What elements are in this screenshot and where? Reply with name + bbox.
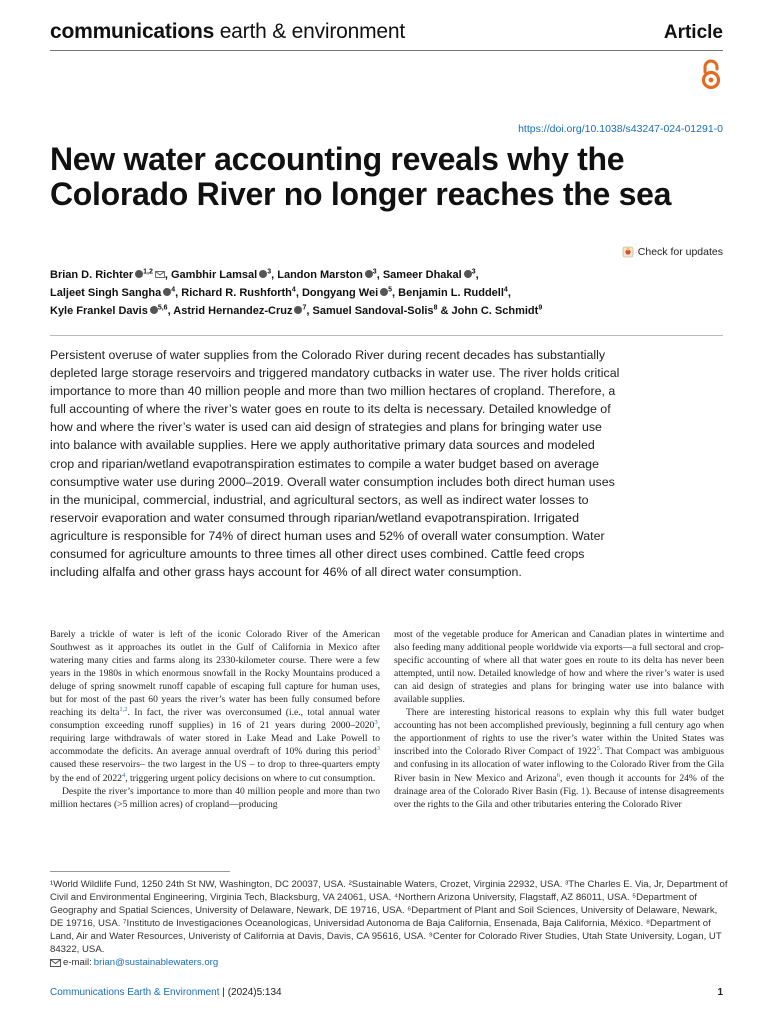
body-text: There are interesting historical reasons to explain why this full water budget accounting has not been accomplished previously, beginning a full century ago when the apportionment of rights to use the river’s water within the United States was inscribed into the Colorado River Compact of 1922 [394, 707, 724, 758]
author-name[interactable]: Sameer Dhakal [382, 269, 462, 281]
author-name[interactable]: Richard R. Rushforth [181, 287, 292, 299]
abstract: Persistent overuse of water supplies from the Colorado River during recent decades has substantially depleted large storage reservoirs and triggered mandatory cutbacks in water use. The river holds critical importance to more than 40 million people and more than two million hectares of cropland. Therefore, a full accounting of where the river’s water goes en route to its delta is necessary. Detailed knowledge of how and where the river’s water is used can aid design of strategies and plans for bringing water use into balance with available supplies. Here we apply authoritative primary data sources and modeled crop and riparian/wetland evapotranspiration estimates to compile a water budget based on average consumptive water use during 2000–2019. Overall water consumption includes both direct human uses in the municipal, commercial, industrial, and agricultural sectors, as well as indirect water losses to reservoir evaporation and water consumed through riparian/wetland evapotranspiration. Irrigated agriculture is responsible for 74% of direct human uses and 52% of overall water consumption. Water consumed for agriculture amounts to three times all other direct uses combined. Cattle feed crops including alfalfa and other grass hays account for 46% of all direct water consumption. [50, 348, 620, 580]
check-for-updates-label: Check for updates [637, 246, 723, 258]
email-label: e-mail: [63, 957, 92, 969]
author-name[interactable]: Dongyang Wei [301, 287, 379, 299]
author-affiliation-marker: 3 [471, 268, 476, 276]
author-affiliation-marker: 5,6 [157, 304, 168, 312]
footer-citation [50, 987, 282, 998]
author-separator: , [376, 269, 383, 281]
author-list [50, 266, 740, 320]
author-affiliation-marker: 4 [171, 286, 176, 294]
author-name[interactable]: Samuel Sandoval-Solis [312, 305, 434, 317]
citation-ref[interactable]: 5 [596, 745, 600, 753]
author-separator: & [437, 305, 452, 317]
body-paragraph [394, 706, 724, 810]
body-paragraph [50, 628, 380, 785]
author-affiliation-marker: 5 [388, 286, 393, 294]
citation-ref[interactable]: 4 [121, 771, 126, 779]
author-separator: , [164, 269, 171, 281]
orcid-icon[interactable] [150, 306, 158, 314]
author-separator: , [295, 287, 302, 299]
orcid-icon[interactable] [464, 270, 472, 278]
author-name[interactable]: Benjamin L. Ruddell [398, 287, 504, 299]
check-updates-icon [622, 246, 634, 258]
email-link[interactable]: brian@sustainablewaters.org [93, 957, 219, 969]
author-name[interactable]: Kyle Frankel Davis [50, 305, 148, 317]
body-text: , even though it accounts for 24% of the drainage area of the Colorado River Basin (Fig. [394, 772, 724, 797]
body-text: caused these reservoirs– the two largest in the US – to drop to three-quarters empty by the end of 2022 [50, 759, 380, 784]
author-affiliation-marker: 8 [433, 304, 438, 312]
author-name[interactable]: Brian D. Richter [50, 269, 134, 281]
author-affiliation-marker: 4 [503, 286, 508, 294]
author-line [50, 266, 740, 284]
email-row [50, 956, 730, 969]
orcid-icon[interactable] [380, 288, 388, 296]
body-text: Barely a trickle of water is left of the iconic Colorado River of the American Southwest as it approaches its outlet in the Gulf of California in Mexico after watering many cities and farms along its 2330-kilometer course. There were a few years in the 1980s in which enormous snowfall in the Rocky Mountains produced a deluge of spring snowmelt runoff capable of escaping full capture for human uses, but for most of the past 60 years the river’s water has been fully consumed before reaching its delta [50, 629, 380, 719]
footnote-divider [50, 871, 230, 872]
body-paragraph [394, 628, 724, 706]
author-name[interactable]: Laljeet Singh Sangha [50, 287, 162, 299]
footer-separator: | [219, 987, 228, 998]
author-affiliation-marker: 3 [267, 268, 272, 276]
footer-volume: (2024)5:134 [227, 987, 282, 998]
author-line [50, 302, 740, 320]
author-name[interactable]: Gambhir Lamsal [171, 269, 258, 281]
body-text: . That Compact was ambiguous and confusing in its allocation of water inflowing to the Colorado River from the Gila River basin in New Mexico and Arizona [394, 746, 724, 784]
article-title: New water accounting reveals why the Colorado River no longer reaches the sea [50, 141, 672, 212]
author-separator: , [306, 305, 313, 317]
author-affiliation-marker: 7 [302, 304, 307, 312]
header-divider [50, 50, 723, 51]
open-access-icon[interactable] [698, 58, 724, 90]
body-column-left [50, 628, 380, 811]
author-affiliation-marker: 4 [291, 286, 296, 294]
email-icon [50, 959, 61, 967]
author-separator: , [271, 269, 278, 281]
orcid-icon[interactable] [259, 270, 267, 278]
body-text: , triggering urgent policy decisions on where to cut consumption. [125, 772, 376, 784]
body-paragraph [50, 785, 380, 811]
author-separator: , [475, 269, 479, 281]
footer-journal-link[interactable]: Communications Earth & Environment [50, 987, 220, 998]
body-text: , requiring large withdrawals of water stored in Lake Mead and Lake Powell to accommodate the deficits. An average annual overdraft of 10% during this period [50, 720, 380, 758]
body-text: . In fact, the river was overconsumed (i.e., total annual water consumption exceeding runoff supplies) in 16 of 21 years during 2000–2020 [50, 707, 380, 732]
orcid-icon[interactable] [135, 270, 143, 278]
body-text: ). Because of intense disagreements over the rights to the Gila and other tributaries entering the Colorado River [394, 785, 724, 810]
author-name[interactable]: Astrid Hernandez-Cruz [173, 305, 293, 317]
citation-ref[interactable]: 3 [376, 745, 380, 753]
author-separator: , [392, 287, 399, 299]
author-name[interactable]: John C. Schmidt [451, 305, 539, 317]
corresponding-email-icon[interactable] [155, 271, 165, 278]
author-name[interactable]: Landon Marston [277, 269, 363, 281]
page-number: 1 [717, 987, 723, 998]
body-column-right [394, 628, 724, 811]
check-for-updates-button[interactable] [622, 246, 723, 258]
body-text: most of the vegetable produce for American and Canadian plates in wintertime and also feeding many additional people worldwide via exports—a full sectoral and crop-specific accounting of where all that water goes en route to its delta has never been attempted, until now. Detailed knowledge of how and where the river’s water is used can aid design of strategies and plans for bringing water use into balance with available supplies. [394, 629, 724, 706]
author-separator: , [167, 305, 174, 317]
body-text: Despite the river’s importance to more than 40 million people and more than two million hectares (>5 million acres) of cropland—producing [50, 785, 380, 810]
citation-ref[interactable]: 1 [581, 785, 586, 797]
journal-name-bold: communications [50, 20, 215, 43]
author-separator: , [175, 287, 182, 299]
author-separator: , [507, 287, 511, 299]
citation-ref[interactable]: 6 [556, 771, 561, 779]
journal-name [50, 20, 405, 44]
author-affiliation-marker: 1,2 [143, 268, 153, 276]
author-line [50, 284, 740, 302]
author-affiliation-marker: 9 [538, 304, 543, 312]
citation-ref[interactable]: 3 [374, 719, 378, 727]
affiliations [50, 878, 730, 969]
author-affiliation-marker: 3 [372, 268, 377, 276]
citation-ref[interactable]: 1,2 [119, 706, 128, 714]
article-type-label: Article [663, 22, 723, 43]
affiliations-text: ¹World Wildlife Fund, 1250 24th St NW, Washington, DC 20037, USA. ²Sustainable Waters, Crozet, Virginia 22932, USA. ³The Charles E. Via, Jr, Department of Civil and Environmental Engineering, Virginia Tech, Blacksburg, VA 24061, USA. ⁴Northern Arizona University, Flagstaff, AZ 86011, USA. ⁵Department of Geography and Spatial Sciences, University of Delaware, Newark, DE 19716, USA. ⁶Department of Plant and Soil Sciences, University of Delaware, Newark, DE 19716, USA. ⁷Instituto de Investigaciones Oceanologicas, Universidad Autonoma de Baja California, Ensenada, Baja California, México. ⁸Department of Land, Air and Water Resources, Univeristy of California at Davis, Davis, CA 95616, USA. ⁹Center for Colorado River Studies, Utah State University, Logan, UT 84322, USA. [50, 879, 728, 956]
abstract-divider [50, 335, 723, 336]
doi-link[interactable]: https://doi.org/10.1038/s43247-024-01291-0 [518, 123, 723, 135]
journal-name-rest: earth & environment [214, 20, 405, 43]
orcid-icon[interactable] [365, 270, 373, 278]
